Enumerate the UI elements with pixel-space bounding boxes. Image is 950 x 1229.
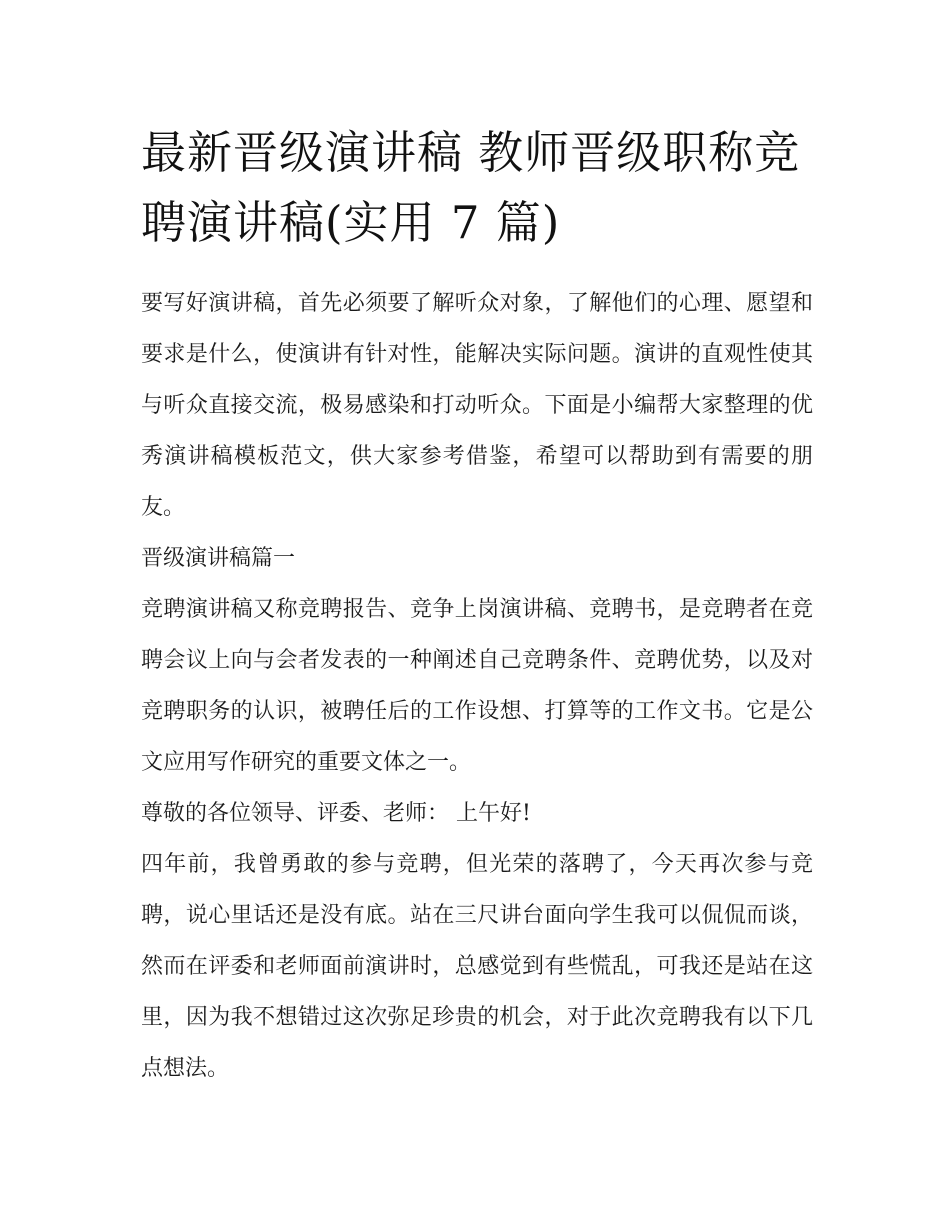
greeting-line: 尊敬的各位领导、评委、老师： 上午好! [141, 801, 531, 826]
document-body [141, 278, 813, 1094]
document-title: 最新晋级演讲稿 教师晋级职称竞聘演讲稿(实用 7 篇) [141, 126, 801, 249]
intro-paragraph: 要写好演讲稿，首先必须要了解听众对象，了解他们的心理、愿望和要求是什么，使演讲有针对性，能解决实际问题。演讲的直观性使其与听众直接交流，极易感染和打动听众。下面是小编帮大家整理的优秀演讲稿模板范文，供大家参考借鉴，希望可以帮助到有需要的朋友。 [141, 291, 813, 520]
speech-paragraph: 四年前，我曾勇敢的参与竞聘，但光荣的落聘了，今天再次参与竞聘，说心里话还是没有底。站在三尺讲台面向学生我可以侃侃而谈，然而在评委和老师面前演讲时，总感觉到有些慌乱，可我还是站在这里，因为我不想错过这次弥足珍贵的机会，对于此次竞聘我有以下几点想法。 [141, 852, 813, 1081]
definition-paragraph: 竞聘演讲稿又称竞聘报告、竞争上岗演讲稿、竞聘书，是竞聘者在竞聘会议上向与会者发表的一种阐述自己竞聘条件、竞聘优势，以及对竞聘职务的认识，被聘任后的工作设想、打算等的工作文书。它是公文应用写作研究的重要文体之一。 [141, 597, 813, 775]
section-heading: 晋级演讲稿篇一 [141, 546, 296, 571]
